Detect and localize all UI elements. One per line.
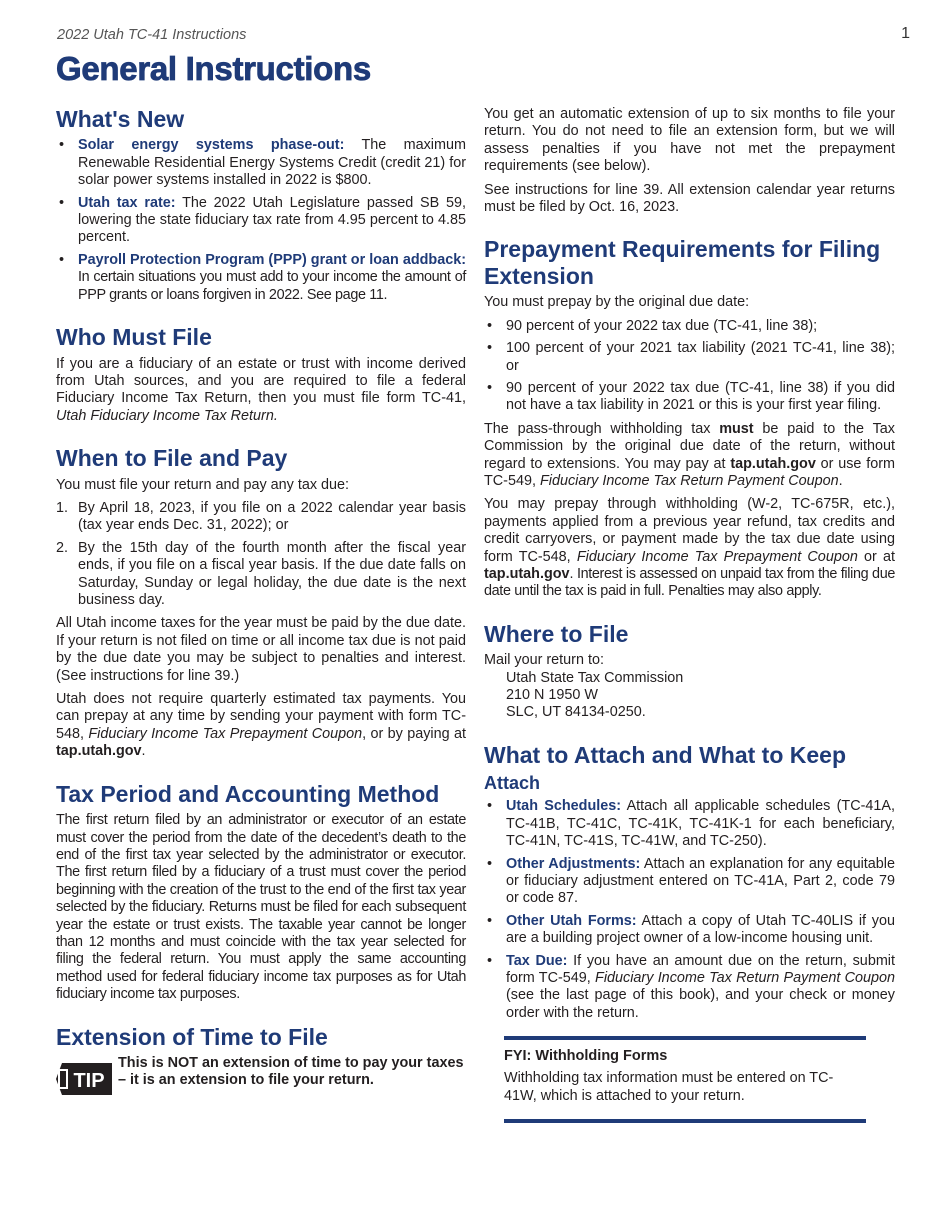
- attach-subheading: Attach: [484, 773, 541, 794]
- item-lead: Tax Due:: [506, 952, 568, 969]
- form-name: Fiduciary Income Tax Prepayment Coupon: [88, 725, 363, 742]
- website-link[interactable]: tap.utah.gov: [730, 455, 816, 472]
- emphasis-text: must: [719, 420, 754, 437]
- list-item: [56, 540, 466, 610]
- form-name: Fiduciary Income Tax Return Payment Coupon: [539, 472, 839, 489]
- paragraph-text: You may prepay through withholding (W-2, TC-675R, etc.), payments applied from a previous year refund, tax credits and credit carryovers, or payment made by the tax due date using form TC-548,: [484, 496, 895, 565]
- list-item: • 100 percent of your 2021 tax liability (2021 TC-41, line 38); or: [484, 340, 895, 375]
- whats-new-heading: What's New: [56, 106, 185, 132]
- attach-keep-section: [484, 742, 895, 1022]
- attach-list: [484, 798, 895, 1022]
- website-link[interactable]: tap.utah.gov: [56, 743, 142, 760]
- left-column: [56, 106, 466, 1119]
- page-number: 1: [901, 25, 910, 42]
- when-to-file-heading: When to File and Pay: [56, 445, 288, 472]
- item-text: Attach a copy of Utah TC-40LIS if you are a building project owner of a low-income housing unit.: [506, 912, 895, 947]
- tip-callout: [56, 1055, 466, 1099]
- prepayment-section: [484, 236, 895, 600]
- list-item: [484, 913, 895, 948]
- right-column: [484, 106, 895, 1123]
- item-text: By April 18, 2023, if you file on a 2022 calendar year basis (tax year ends Dec. 31, 2022); or: [78, 500, 466, 534]
- attach-keep-heading: What to Attach and What to Keep: [484, 741, 847, 768]
- paragraph-text: . Interest is assessed on unpaid tax from the filing due date until the tax is paid in full. Penalties may also apply.: [484, 566, 895, 600]
- paragraph-text: , or by paying at: [362, 725, 466, 742]
- where-to-file-section: [484, 621, 895, 722]
- item-number: 2.: [56, 539, 69, 556]
- fyi-title: FYI: Withholding Forms: [504, 1048, 668, 1065]
- when-to-file-para1: All Utah income taxes for the year must be paid by the due date. If your return is not filed on time or all income tax due is not paid by the due date you may be subject to penalties and interest. (See instructions for line 39.): [56, 615, 466, 684]
- item-text: The maximum Renewable Residential Energy Systems Credit (credit 21) for solar power systems installed in 2022 is $800.: [78, 137, 466, 189]
- item-lead: Other Adjustments:: [506, 855, 641, 872]
- paragraph-text: The pass-through withholding tax: [484, 420, 720, 437]
- list-item: [484, 953, 895, 1023]
- item-text: (see the last page of this book), and your check or money order with the return.: [506, 987, 895, 1021]
- paragraph-text: or use form TC-549,: [484, 455, 895, 489]
- list-item: • 90 percent of your 2022 tax due (TC-41, line 38);: [484, 318, 895, 335]
- tax-period-text: The first return filed by an administrator or executor of an estate must cover the period from the date of the decedent’s death to the end of the first tax year selected by the administrator or executor. The first return filed by a fiduciary of a trust must cover the period beginning with the creation of the trust to the end of the first tax year selected by the fiduciary. Returns must be filed for each subsequent year the estate or trust exists. The taxable year cannot be longer than 12 months and must coincide with the tax year selected for filing the federal return. You must apply the same accounting method used for federal fiduciary income tax purposes as for Utah fiduciary income tax purposes.: [56, 812, 466, 1003]
- paragraph-text: .: [838, 472, 843, 489]
- who-must-file-heading: Who Must File: [56, 324, 212, 351]
- address-line: SLC, UT 84134-0250.: [506, 704, 646, 721]
- extension-section: [56, 1024, 466, 1099]
- address-line: 210 N 1950 W: [506, 687, 598, 704]
- tax-period-heading: Tax Period and Accounting Method: [56, 780, 440, 807]
- item-text: Attach an explanation for any equitable or fiduciary adjustment entered on TC-41A, Part 2, code 79 or code 87.: [506, 855, 895, 907]
- tax-period-section: [56, 781, 466, 1004]
- list-item: [56, 137, 466, 189]
- due-date-list: [56, 500, 466, 609]
- item-lead: Payroll Protection Program (PPP) grant or loan addback:: [78, 251, 466, 268]
- item-text: If you have an amount due on the return, submit form TC-549,: [506, 952, 896, 986]
- extension-para1: You get an automatic extension of up to six months to file your return. You do not need to file an extension form, but we will assess penalties if you have not met the prepayment requirements (see below).: [484, 106, 895, 175]
- when-to-file-para2: [56, 691, 466, 761]
- form-name: Utah Fiduciary Income Tax Return.: [56, 407, 278, 424]
- extension-continued: [484, 106, 895, 216]
- list-item: [484, 798, 895, 850]
- paragraph-text: If you are a fiduciary of an estate or trust with income derived from Utah sources, and you are required to file a federal Fiduciary Income Tax Return, then you must file form TC-41,: [56, 355, 466, 407]
- paragraph-text: Utah does not require quarterly estimated tax payments. You can prepay at any time by sending your payment with form TC-548,: [56, 691, 466, 742]
- website-link[interactable]: tap.utah.gov: [484, 566, 570, 582]
- whats-new-section: [56, 106, 466, 304]
- fyi-box: [504, 1036, 866, 1123]
- item-lead: Utah Schedules:: [506, 798, 622, 815]
- extension-para2: See instructions for line 39. All extension calendar year returns must be filed by Oct. 16, 2023.: [484, 181, 895, 216]
- when-to-file-intro: You must file your return and pay any tax due:: [56, 476, 350, 493]
- who-must-file-section: [56, 324, 466, 425]
- whats-new-list: [56, 137, 466, 304]
- item-lead: Other Utah Forms:: [506, 912, 637, 929]
- item-text: By the 15th day of the fourth month after the fiscal year ends, if you file on a fiscal year basis. If the due date falls on Saturday, Sunday or legal holiday, the due date is the next business day.: [78, 539, 466, 609]
- address-line: Utah State Tax Commission: [506, 669, 684, 686]
- who-must-file-text: [56, 356, 466, 426]
- prepayment-para2: [484, 496, 895, 600]
- running-header: 2022 Utah TC-41 Instructions: [57, 27, 247, 43]
- paragraph-text: or at: [857, 548, 896, 565]
- prepayment-list: [484, 318, 895, 415]
- item-text: Attach all applicable schedules (TC-41A, TC-41B, TC-41C, TC-41K, TC-41K-1 for each beneficiary, TC-41N, TC-41S, TC-41W, and TC-250).: [506, 798, 895, 850]
- list-item: [56, 195, 466, 247]
- page-title: General Instructions: [56, 50, 371, 87]
- prepayment-heading: Prepayment Requirements for Filing Extension: [484, 236, 881, 289]
- form-name: Fiduciary Income Tax Return Payment Coupon: [595, 969, 895, 986]
- extension-heading: Extension of Time to File: [56, 1023, 328, 1050]
- form-name: Fiduciary Income Tax Prepayment Coupon: [576, 548, 858, 565]
- item-number: 1.: [56, 500, 69, 516]
- item-text: In certain situations you must add to your income the amount of PPP grants or loans forgiven in 2022. See page 11.: [78, 269, 466, 303]
- paragraph-text: .: [141, 743, 146, 760]
- fyi-text: Withholding tax information must be entered on TC-41W, which is attached to your return.: [504, 1070, 834, 1104]
- list-item: [56, 500, 466, 535]
- where-to-file-heading: Where to File: [484, 620, 629, 647]
- prepayment-intro: You must prepay by the original due date:: [484, 294, 750, 311]
- tip-text: This is NOT an extension of time to pay your taxes – it is an extension to file your return.: [118, 1055, 464, 1089]
- item-lead: Solar energy systems phase-out:: [78, 137, 345, 154]
- where-to-file-intro: Mail your return to:: [484, 652, 604, 669]
- list-item: [56, 252, 466, 304]
- prepayment-para1: [484, 421, 895, 491]
- mailing-address: [484, 670, 895, 722]
- item-lead: Utah tax rate:: [78, 194, 176, 211]
- when-to-file-section: [56, 445, 466, 761]
- paragraph-text: be paid to the Tax Commission by the original due date of the return, without regard to extensions. You may pay at: [484, 420, 895, 472]
- tip-icon: [56, 1059, 112, 1099]
- item-text: The 2022 Utah Legislature passed SB 59, lowering the state fiduciary tax rate from 4.95 percent to 4.85 percent.: [78, 194, 466, 246]
- list-item: [484, 856, 895, 908]
- list-item: • 90 percent of your 2022 tax due (TC-41, line 38) if you did not have a tax liability in 2021 or this is your first year filing.: [484, 380, 895, 415]
- tip-label: TIP: [73, 1070, 105, 1093]
